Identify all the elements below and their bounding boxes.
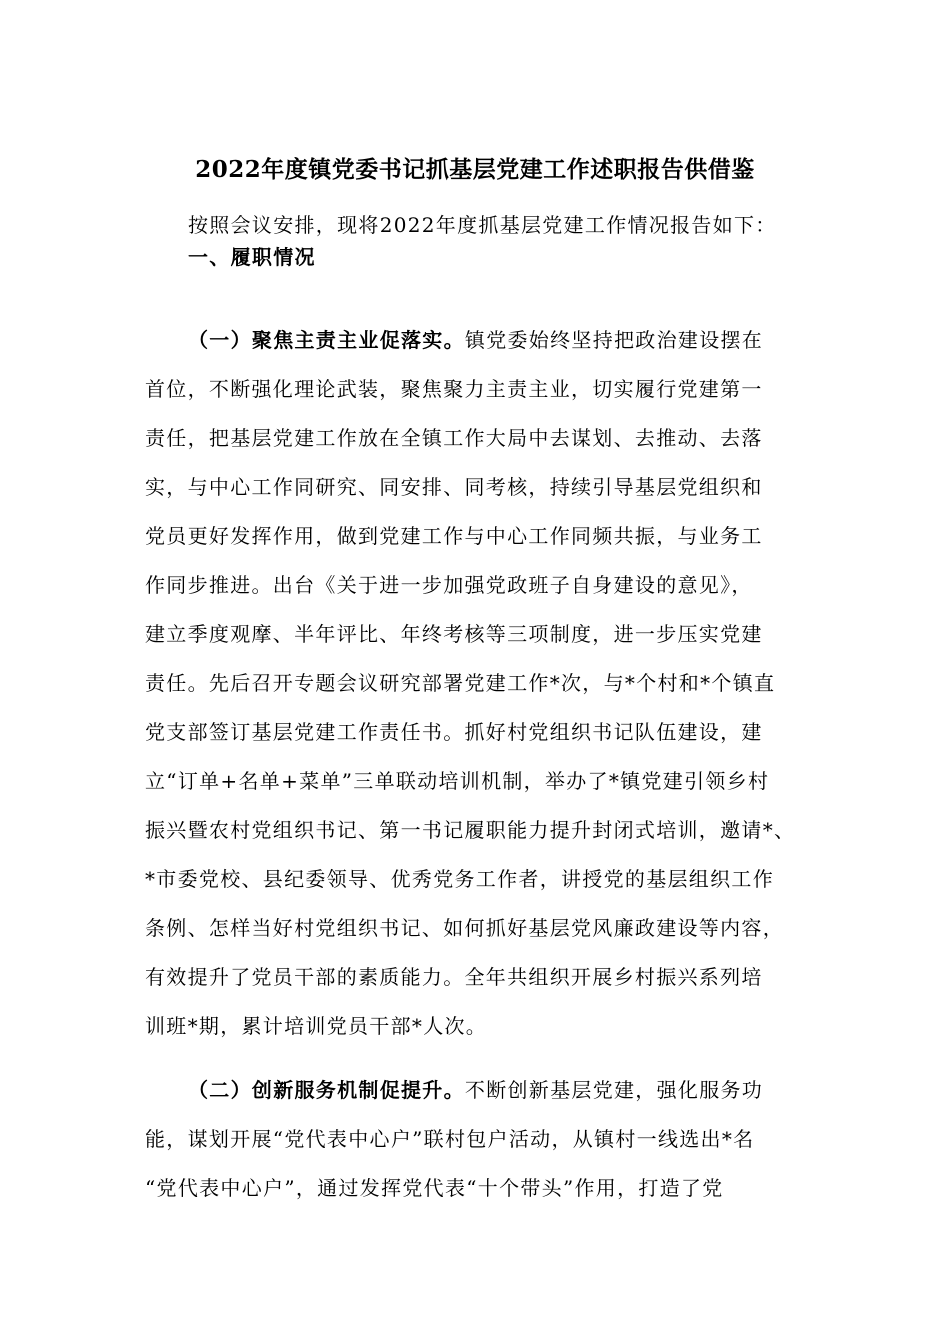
- document-title: 2022年度镇党委书记抓基层党建工作述职报告供借鉴: [195, 156, 755, 183]
- section-heading-1: 一、履职情况: [188, 245, 316, 269]
- paragraph-1-line: 党支部签订基层党建工作责任书。抓好村党组织书记队伍建设，建: [145, 720, 763, 744]
- intro-paragraph: 按照会议安排，现将2022年度抓基层党建工作情况报告如下：: [188, 213, 777, 237]
- paragraph-1-line: 立“订单+名单+菜单”三单联动培训机制，举办了*镇党建引领乡村: [145, 769, 770, 793]
- paragraph-1-line: 条例、怎样当好村党组织书记、如何抓好基层党风廉政建设等内容，: [145, 916, 784, 940]
- paragraph-2-line: 能，谋划开展“党代表中心户”联村包户活动，从镇村一线选出*名: [145, 1127, 755, 1151]
- paragraph-1-line: *市委党校、县纪委领导、优秀党务工作者，讲授党的基层组织工作: [145, 867, 774, 891]
- paragraph-1-line: 作同步推进。出台《关于进一步加强党政班子自身建设的意见》，: [145, 573, 753, 597]
- paragraph-1-line: 有效提升了党员干部的素质能力。全年共组织开展乡村振兴系列培: [145, 965, 763, 989]
- paragraph-2-line: [188, 1070, 858, 1110]
- paragraph-1-line: 责任，把基层党建工作放在全镇工作大局中去谋划、去推动、去落: [145, 426, 763, 450]
- paragraph-1-line: 振兴暨农村党组织书记、第一书记履职能力提升封闭式培训，邀请*、: [145, 818, 796, 842]
- paragraph-1-text: 镇党委始终坚持把政治建设摆在: [464, 328, 764, 352]
- paragraph-2-text: 不断创新基层党建，强化服务功: [464, 1078, 764, 1102]
- paragraph-2-line: “党代表中心户”，通过发挥党代表“十个带头”作用，打造了党: [145, 1176, 724, 1200]
- paragraph-1-line: 建立季度观摩、半年评比、年终考核等三项制度，进一步压实党建: [145, 622, 763, 646]
- paragraph-1-line: 实，与中心工作同研究、同安排、同考核，持续引导基层党组织和: [145, 475, 763, 499]
- paragraph-1-line: 责任。先后召开专题会议研究部署党建工作*次，与*个村和*个镇直: [145, 671, 776, 695]
- paragraph-1-line: 训班*期，累计培训党员干部*人次。: [145, 1014, 488, 1038]
- paragraph-2-lead: （二）创新服务机制促提升。: [188, 1078, 465, 1102]
- paragraph-1-line: 首位，不断强化理论武装，聚焦聚力主责主业，切实履行党建第一: [145, 377, 763, 401]
- paragraph-1-lead: （一）聚焦主责主业促落实。: [188, 328, 465, 352]
- paragraph-1-line: [188, 320, 858, 360]
- paragraph-1-line: 党员更好发挥作用，做到党建工作与中心工作同频共振，与业务工: [145, 524, 763, 548]
